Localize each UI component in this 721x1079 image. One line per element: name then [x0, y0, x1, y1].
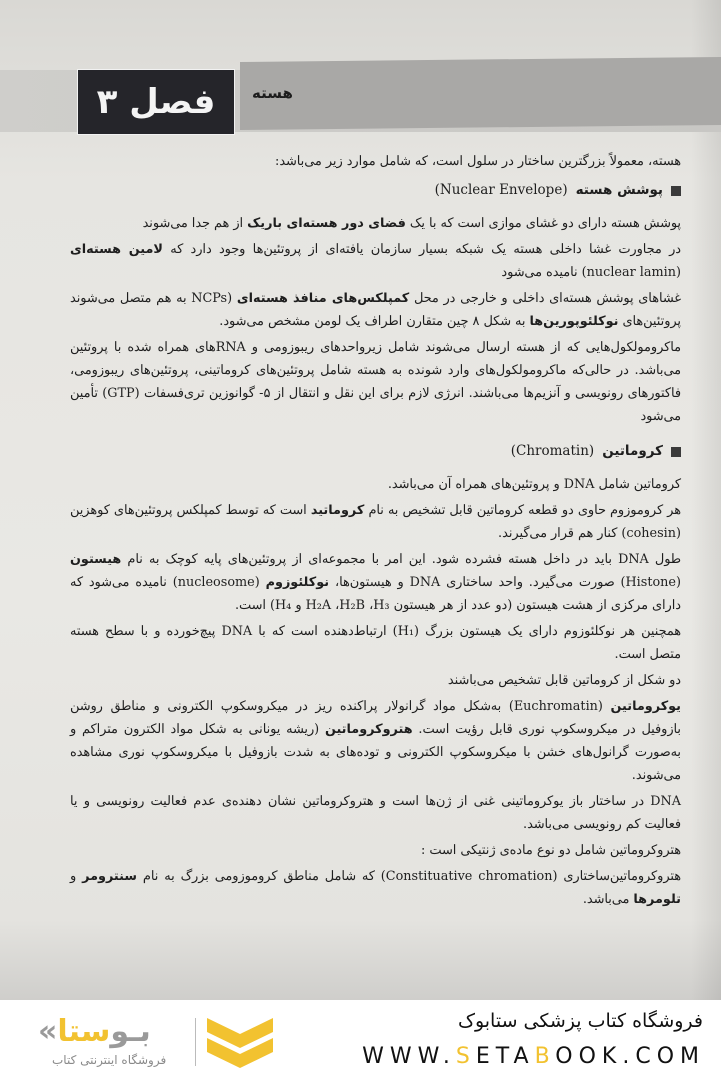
- body-paragraph: کروماتین شامل DNA و پروتئین‌های همراه آن می‌باشد.: [387, 477, 681, 492]
- intro-paragraph: هسته، معمولاً بزرگترین ساختار در سلول است، که شامل موارد زیر می‌باشد:: [275, 154, 681, 169]
- body-paragraph: همچنین هر نوکلئوزوم دارای یک هیستون بزرگ (H₁) ارتباط‌دهنده است که با DNA پیچ‌خورده و با سطح هسته متصل است.: [70, 624, 681, 662]
- bullet-square-icon: [671, 447, 681, 457]
- body-paragraph: هتروکروماتین‌ساختاری (Constituative chromation) که شامل مناطق کروموزومی بزرگ به نام سنترومر و تلومرها می‌باشد.: [70, 869, 682, 907]
- brand-subtitle: فروشگاه اینترنتی کتاب: [52, 1053, 167, 1067]
- logo-divider: [195, 1018, 196, 1066]
- chapter-label: فصل ۳: [96, 82, 216, 122]
- chapter-title: هسته: [252, 84, 293, 102]
- store-url[interactable]: WWW.SETABOOK.COM: [362, 1044, 705, 1069]
- body-paragraph: هر کروموزوم حاوی دو قطعه کروماتین قابل تشخیص به نام کروماتید است که توسط کمپلکس پروتئین‌های کوهزین (cohesin) کنار هم قرار می‌گیرند.: [70, 503, 681, 541]
- body-paragraph: DNA در ساختار باز یوکروماتینی غنی از ژن‌ها است و هتروکروماتین نشان دهنده‌ی عدم فعالیت رونویسی و یا فعالیت کم رونویسی می‌باشد.: [70, 794, 681, 832]
- body-paragraph: یوکروماتین (Euchromatin) به‌شکل مواد گرانولار پراکنده ریز در میکروسکوپ الکترونی و مناطق روشن بازوفیل در میکروسکوپ نوری قابل رؤیت است. هتروکروماتین (ریشه یونانی به شکل مواد الکترون متراکم و به‌صورت گرانول‌های خشن با میکروسکوپ الکترونی و توده‌های به شدت بازوفیل با میکروسکوپ نوری مشاهده می‌شوند.: [70, 699, 681, 783]
- body-paragraph: پوشش هسته دارای دو غشای موازی است که با یک فضای دور هسته‌ای باریک از هم جدا می‌شوند: [142, 216, 681, 231]
- body-paragraph: دو شکل از کروماتین قابل تشخیص می‌باشند: [447, 673, 681, 688]
- bullet-square-icon: [671, 186, 681, 196]
- section-heading: کروماتین (Chromatin): [70, 440, 681, 463]
- chapter-badge: [77, 69, 235, 135]
- publisher-footer: [0, 1000, 721, 1079]
- section-heading: پوشش هسته (Nuclear Envelope): [70, 179, 681, 202]
- body-paragraph: طول DNA باید در داخل هسته فشرده شود. این امر با مجموعه‌ای از پروتئین‌های پایه کوچک به نام هیستون (Histone) صورت می‌گیرد. واحد ساختاری DNA و هیستون‌ها، نوکلئوزوم (nucleosome) نامیده می‌شود که دارای مرکزی از هشت هیستون (دو عدد از هر هیستون H₂A ،H₂B ،H₃ و H₄) است.: [70, 552, 681, 613]
- chevron-logo-icon: [207, 1014, 273, 1070]
- body-paragraph: غشاهای پوشش هسته‌ای داخلی و خارجی در محل کمپلکس‌های منافذ هسته‌ای (NCPs به هم متصل می‌شوند پروتئین‌های نوکلئوپورین‌ها به شکل ۸ چین متقارن اطراف یک لومن مشخص می‌شود.: [70, 291, 681, 329]
- store-name: فروشگاه کتاب پزشکی ستابوک: [457, 1010, 703, 1032]
- page-body: [70, 150, 681, 914]
- page-shadow: [691, 0, 721, 1000]
- body-paragraph: هتروکروماتین شامل دو نوع ماده‌ی ژنتیکی است :: [421, 843, 681, 858]
- brand-logo: «بـوستا: [38, 1014, 151, 1049]
- header-title-band: [240, 57, 721, 130]
- body-paragraph: در مجاورت غشا داخلی هسته یک شبکه بسیار سازمان یافته‌ای از پروتئین‌ها وجود دارد که لامین هسته‌ای (nuclear lamin) نامیده می‌شود: [70, 242, 681, 280]
- body-paragraph: ماکرومولکول‌هایی که از هسته ارسال می‌شوند شامل زیرواحدهای ریبوزومی و RNAهای همراه شده با پروتئین می‌باشد. در حالی‌که ماکرومولکول‌های وارد شونده به هسته شامل پروتئین‌های کروماتینی، پروتئین‌های ریبوزومی، فاکتورهای رونویسی و آنزیم‌ها می‌باشند. انرژی لازم برای این نقل و انتقال از ۵- گوانوزین تری‌فسفات (GTP) تأمین می‌شود: [70, 340, 681, 424]
